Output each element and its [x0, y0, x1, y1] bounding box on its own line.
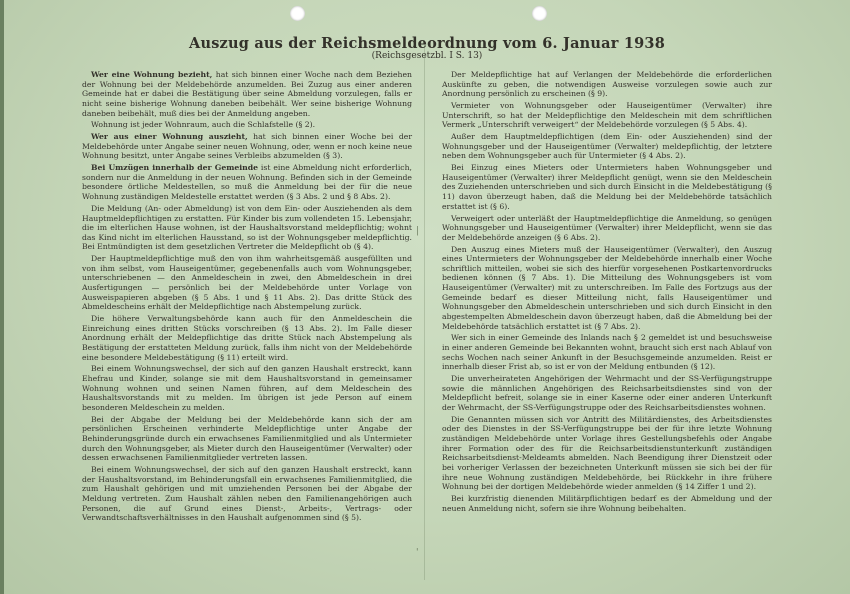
paragraph — [442, 494, 772, 513]
paragraph — [82, 254, 412, 312]
punch-hole — [290, 6, 305, 21]
left-column — [82, 70, 412, 525]
fold-line — [424, 40, 425, 580]
paragraph — [442, 374, 772, 413]
paragraph-text: Der Meldepflichtige hat auf Verlangen der Meldebehörde die erforderlichen Auskünfte zu geben, die notwendigen Ausweise vorzulegen sowie auch zur Anordnung persönlich zu erscheinen (§ 9). — [442, 70, 772, 99]
paragraph — [442, 245, 772, 332]
paragraph-text: Die Genannten müssen sich vor Antritt des Militärdienstes, des Arbeitsdienstes oder des Dienstes in der SS-Verfügungstruppe bei der für ihre letzte Wohnung zuständigen Meldebehörde unter Vorlage ihres Gestellungsbefehls oder Angabe ihrer Formation oder des für die Reichsarbeitsdienstunterkunft zuständigen Reichsarbeitsdienst-Meldeamts abmelden. Nach Beendigung ihrer Dienstzeit oder bei vorheriger Verlassen der bezeichneten Unterkunft müssen sie sich bei der für ihre neue Wohnung zuständigen Meldebehörde, bei Rückkehr in ihre frühere Wohnung bei der dortigen Meldebehörde wieder anmelden (§ 14 Ziffer 1 und 2). — [442, 414, 772, 492]
paragraph — [442, 214, 772, 243]
punch-hole — [532, 6, 547, 21]
paragraph-text: Verweigert oder unterläßt der Hauptmeldepflichtige die Anmeldung, so genügen Wohnungsgeber und Hauseigentümer (Verwalter) ihrer Meldepflicht, wenn sie das der Meldebehörde anzeigen (§ 6 Abs. 2). — [442, 213, 772, 242]
paragraph-text: Bei kurzfristig dienenden Militärpflichtigen bedarf es der Abmeldung und der neuen Anmeldung nicht, sofern sie ihre Wohnung beibehalten. — [442, 493, 772, 513]
paragraph-text: hat sich binnen einer Woche nach dem Beziehen der Wohnung bei der Meldebehörde anzumelden. Bei Zuzug aus einer anderen Gemeinde hat er dabei die Bestätigung über seine Abmeldung vorzulegen, falls er nicht seine bisherige Wohnung daneben beibehält. Wer seine bisherige Wohnung daneben beibehält, muß dies bei der Anmeldung angeben. — [82, 70, 412, 118]
paragraph — [82, 465, 412, 523]
paragraph-text: ist eine Abmeldung nicht erforderlich, sondern nur die Anmeldung in der neuen Wohnung. Befinden sich in der Gemeinde besondere örtliche Meldestellen, so muß die Anmeldung bei der für die neue Wohnung zuständigen Meldestelle erstattet werden (§ 3 Abs. 2 und § 8 Abs. 2). — [82, 163, 412, 202]
paragraph — [442, 415, 772, 492]
paragraph-text: Bei einem Wohnungswechsel, der sich auf den ganzen Haushalt erstreckt, kann der Haushaltsvorstand, im Behinderungsfall ein erwachsenes Familienmitglied, die zum Haushalt gehörigen und mit umziehenden Personen bei der Abgabe der Meldung vertreten. Zum Haushalt zählen neben den Familienangehörigen auch Personen, die auf Grund eines Dienst-, Arbeits-, Vertrags- oder Verwandtschaftsverhältnisses in den Haushalt aufgenommen sind (§ 5). — [82, 465, 412, 523]
paragraph-text: Wohnung ist jeder Wohnraum, auch die Schlafstelle (§ 2). — [91, 120, 316, 130]
paragraph-text: Außer dem Hauptmeldepflichtigen (dem Ein- oder Ausziehenden) sind der Wohnungsgeber und der Hauseigentümer (Verwalter) meldepflichtig, der letztere neben dem Wohnungsgeber auch für Untermieter (§ 4 Abs. 2). — [442, 132, 772, 161]
paragraph — [442, 132, 772, 161]
paragraph — [82, 364, 412, 412]
paragraph — [82, 120, 412, 130]
paragraph — [82, 415, 412, 463]
paragraph-text: Bei Einzug eines Mieters oder Untermieters haben Wohnungsgeber und Hauseigentümer (Verwalter) ihrer Meldepflicht genügt, wenn sie den Meldeschein des Zuziehenden unterschrieben und sich durch Einsicht in die Meldebestätigung (§ 11) davon überzeugt haben, daß die Meldung bei der Meldebehörde tatsächlich erstattet ist (§ 6). — [442, 163, 772, 211]
paragraph-text: Wer sich in einer Gemeinde des Inlands nach § 2 gemeldet ist und besuchsweise in einer anderen Gemeinde bei Bekannten wohnt, braucht sich erst nach Ablauf von sechs Wochen nach seiner Ankunft in der Besuchsgemeinde anzumelden. Reist er innerhalb dieser Frist ab, so ist er von der Meldung entbunden (§ 12). — [442, 333, 772, 372]
paragraph-text: Die unverheirateten Angehörigen der Wehrmacht und der SS-Verfügungstruppe sowie die männlichen Angehörigen des Reichsarbeitsdienstes sind von der Meldepflicht befreit, solange sie in einer Kaserne oder einer anderen Unterkunft der Wehrmacht, der SS-Verfügungstruppe oder des Reichsarbeitsdienstes wohnen. — [442, 374, 772, 412]
paragraph — [82, 163, 412, 202]
paragraph — [82, 314, 412, 362]
paragraph-text: Bei der Abgabe der Meldung bei der Meldebehörde kann sich der am persönlichen Erscheinen verhinderte Meldepflichtige unter Angabe der Behinderungsgründe durch ein erwachsenes Familienmitglied und als Untermieter durch den Wohnungsgeber, als Mieter durch den Hauseigentümer (Verwalter) oder dessen erwachsenen Familienmitglieder vertreten lassen. — [82, 414, 412, 463]
paragraph-lead: Bei Umzügen innerhalb der Gemeinde — [91, 163, 259, 173]
paragraph — [82, 204, 412, 252]
pencil-mark: ' — [416, 548, 419, 558]
paragraph-text: hat sich binnen einer Woche bei der Meldebehörde unter Angabe seiner neuen Wohnung, oder, wenn er noch keine neue Wohnung besitzt, unter Angabe seines Verbleibs abzumelden (§ 3). — [82, 132, 412, 161]
paragraph — [442, 163, 772, 211]
paragraph-text: Die Meldung (An- oder Abmeldung) ist von dem Ein- oder Ausziehenden als dem Hauptmeldepflichtigen zu erstatten. Für Kinder bis zum vollendeten 15. Lebensjahr, die im elterlichen Hause wohnen, ist der Haushaltsvorstand meldepflichtig; wohnt das Kind nicht im elterlichen Hausstand, so ist der Wohnungsgeber meldepflichtig. Bei Entmündigten ist dem gesetzlichen Vertreter die Meldepflicht ob (§ 4). — [82, 203, 412, 252]
paragraph — [82, 70, 412, 118]
paragraph-text: Die höhere Verwaltungsbehörde kann auch für den Anmeldeschein die Einreichung eines dritten Stücks vorschreiben (§ 13 Abs. 2). Im Falle dieser Anordnung erhält der Meldepflichtige das dritte Stück nach Abstempelung als Bestätigung der erstatteten Meldung zurück, falls ihm nicht von der Meldebehörde eine besondere Meldebestätigung (§ 11) erteilt wird. — [82, 314, 412, 362]
paragraph-lead: Wer eine Wohnung bezieht, — [91, 70, 213, 79]
paragraph-text: Bei einem Wohnungswechsel, der sich auf den ganzen Haushalt erstreckt, kann Ehefrau und Kinder, solange sie mit dem Haushaltsvorstand in gemeinsamer Wohnung wohnen und seinen Namen führen, auf dem Meldeschein des Haushaltsvorstands mit zu melden. Im übrigen ist jede Person auf einem besonderen Meldeschein zu melden. — [82, 364, 412, 412]
paragraph — [442, 101, 772, 130]
paragraph — [442, 70, 772, 99]
page-title: Auszug aus der Reichsmeldeordnung vom 6. Januar 1938 — [189, 35, 665, 52]
right-column — [442, 70, 772, 515]
paragraph-text: Vermieter von Wohnungsgeber oder Hauseigentümer (Verwalter) ihre Unterschrift, so hat der Meldepflichtige den Meldeschein mit dem schriftlichen Vermerk „Unterschrift verweigert“ der Meldebehörde vorzulegen (§ 5 Abs. 4). — [442, 101, 772, 130]
page-subtitle: (Reichsgesetzbl. I S. 13) — [371, 51, 483, 61]
pencil-mark: | — [416, 226, 420, 236]
paragraph-lead: Wer aus einer Wohnung auszieht, — [91, 132, 248, 142]
document-page — [4, 0, 850, 594]
paragraph — [442, 333, 772, 372]
paragraph — [82, 132, 412, 161]
paragraph-text: Der Hauptmeldepflichtige muß den von ihm wahrheitsgemäß ausgefüllten und von ihm selbst, vom Hauseigentümer, gegebenenfalls auch vom Wohnungsgeber, unterschriebenen — den Anmeldeschein in zwei, den Abmeldeschein in drei Ausfertigungen — persönlich bei der Meldebehörde unter Vorlage von Ausweispapieren abgeben (§ 5 Abs. 1 und § 11 Abs. 2). Das dritte Stück des Abmeldescheins erhält der Meldepflichtige nach Abstempelung zurück. — [82, 254, 412, 312]
paragraph-text: Den Auszug eines Mieters muß der Hauseigentümer (Verwalter), den Auszug eines Untermieters der Wohnungsgeber der Meldebehörde innerhalb einer Woche schriftlich mitteilen, wobei sie sich des hierfür vorgesehenen Postkartenvordrucks bedienen können (§ 7 Abs. 1). Die Mitteilung des Wohnungsgebers ist vom Hauseigentümer (Verwalter) mit zu unterschreiben. Im Falle des Fortzugs aus der Gemeinde bedarf es dieser Mitteilung nicht, falls Hauseigentümer und Wohnungsgeber den Abmeldeschein unterschrieben und sich durch Einsicht in den abgestempelten Abmeldeschein davon überzeugt haben, daß die Abmeldung bei der Meldebehörde tatsächlich erstattet ist (§ 7 Abs. 2). — [442, 244, 772, 331]
